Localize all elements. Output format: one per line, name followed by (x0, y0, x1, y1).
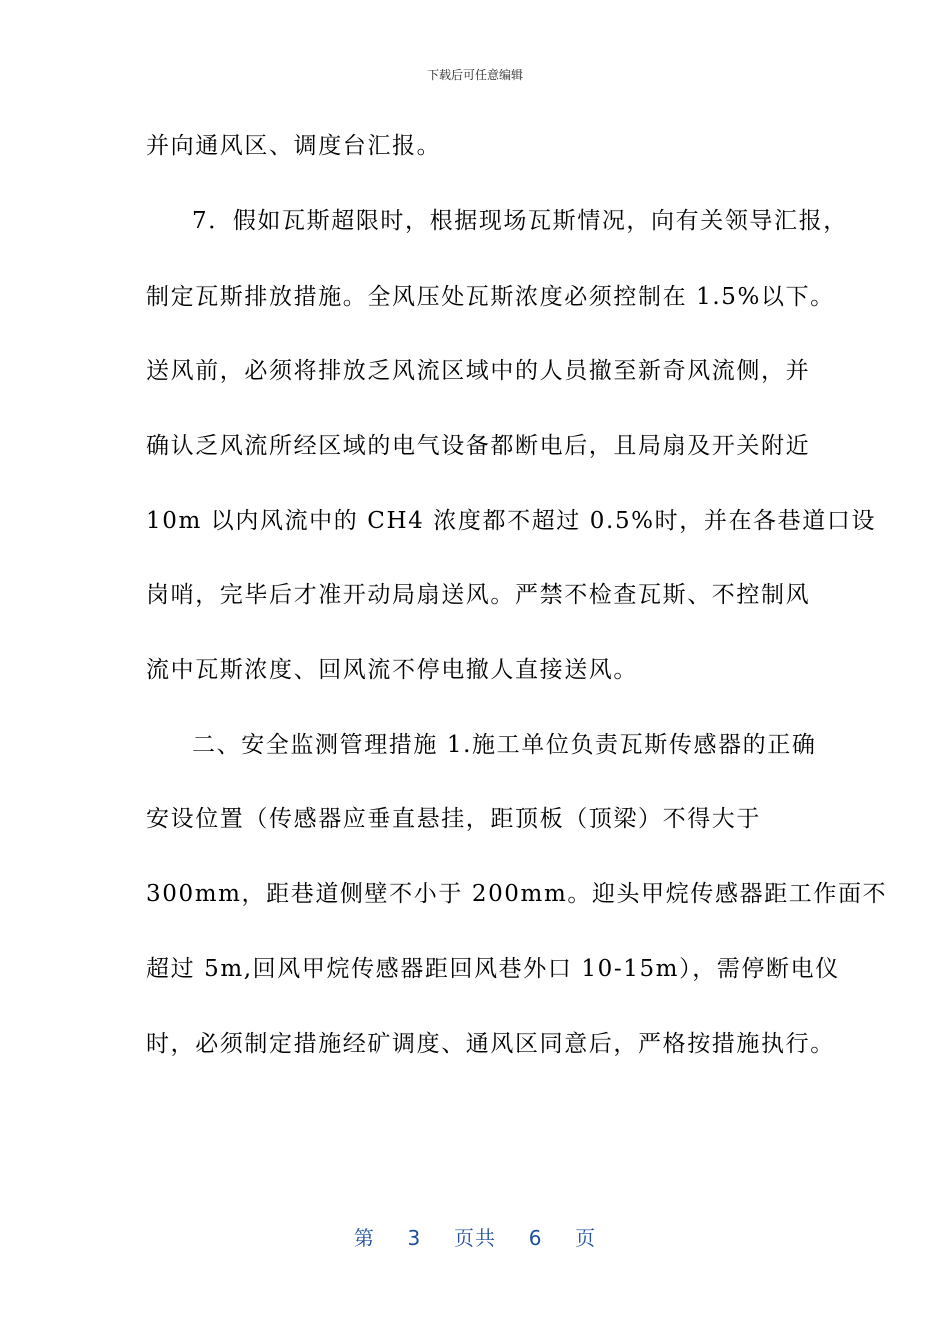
page-label-suffix: 页 (575, 1226, 597, 1250)
header-note: 下载后可任意编辑 (426, 68, 523, 82)
text-line: 10m 以内风流中的 CH4 浓度都不超过 0.5%时，并在各巷道口设 (146, 508, 877, 534)
text-line: 并向通风区、调度台汇报。 (146, 133, 442, 159)
page-footer (0, 1226, 950, 1250)
text-line: 超过 5m,回风甲烷传感器距回风巷外口 10-15m），需停断电仪 (146, 956, 840, 982)
text-line: 送风前，必须将排放乏风流区域中的人员撤至新奇风流侧，并 (146, 358, 811, 384)
text-line: 7．假如瓦斯超限时，根据现场瓦斯情况，向有关领导汇报， (192, 208, 848, 234)
page-label-prefix: 第 (353, 1226, 375, 1250)
text-line: 制定瓦斯排放措施。全风压处瓦斯浓度必须控制在 1.5%以下。 (146, 284, 835, 310)
text-line: 300mm，距巷道侧壁不小于 200mm。迎头甲烷传感器距工作面不 (146, 881, 888, 907)
page-label-middle: 页共 (454, 1226, 496, 1250)
text-line: 安设位置（传感器应垂直悬挂，距顶板（顶梁）不得大于 (146, 806, 761, 832)
current-page-number: 3 (407, 1226, 422, 1250)
text-line: 二、安全监测管理措施 1.施工单位负责瓦斯传感器的正确 (192, 732, 817, 758)
text-line: 流中瓦斯浓度、回风流不停电撤人直接送风。 (146, 657, 638, 683)
total-page-count: 6 (528, 1226, 543, 1250)
text-line: 时，必须制定措施经矿调度、通风区同意后，严格按措施执行。 (146, 1031, 835, 1057)
text-line: 岗哨，完毕后才准开动局扇送风。严禁不检查瓦斯、不控制风 (146, 582, 811, 608)
text-line: 确认乏风流所经区域的电气设备都断电后，且局扇及开关附近 (146, 433, 811, 459)
